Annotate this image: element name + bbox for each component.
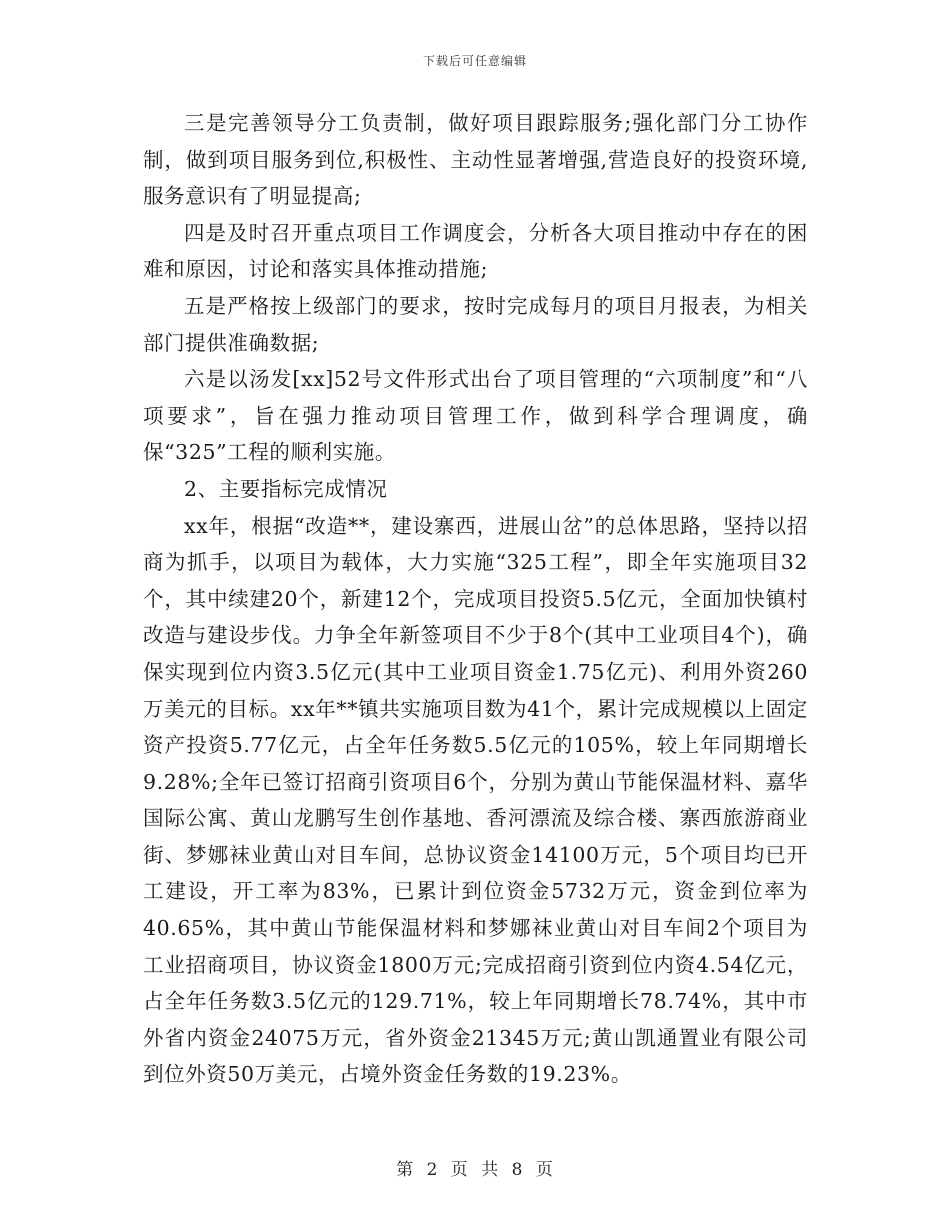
- paragraph-main-indicators: xx年，根据“改造**，建设寨西，进展山岔”的总体思路，坚持以招商为抓手，以项目为载体，大力实施“325工程”，即全年实施项目32个，其中续建20个，新建12个，完成项目投资5.5亿元，全面加快镇村改造与建设步伐。力争全年新签项目不少于8个(其中工业项目4个)，确保实现到位内资3.5亿元(其中工业项目资金1.75亿元)、利用外资260万美元的目标。xx年**镇共实施项目数为41个，累计完成规模以上固定资产投资5.77亿元，占全年任务数5.5亿元的105%，较上年同期增长9.28%;全年已签订招商引资项目6个，分别为黄山节能保温材料、嘉华国际公寓、黄山龙鹏写生创作基地、香河漂流及综合楼、寨西旅游商业街、梦娜袜业黄山对目车间，总协议资金14100万元，5个项目均已开工建设，开工率为83%，已累计到位资金5732万元，资金到位率为40.65%，其中黄山节能保温材料和梦娜袜业黄山对目车间2个项目为工业招商项目，协议资金1800万元;完成招商引资到位内资4.54亿元，占全年任务数3.5亿元的129.71%，较上年同期增长78.74%，其中市外省内资金24075万元，省外资金21345万元;黄山凯通置业有限公司到位外资50万美元，占境外资金任务数的19.23%。: [143, 513, 808, 1087]
- paragraph-item-5: 五是严格按上级部门的要求，按时完成每月的项目月报表，为相关部门提供准确数据;: [143, 293, 808, 355]
- paragraph-item-4: 四是及时召开重点项目工作调度会，分析各大项目推动中存在的困难和原因，讨论和落实具体推动措施;: [143, 220, 808, 282]
- document-body: [143, 105, 808, 1093]
- paragraph-item-6: 六是以汤发[xx]52号文件形式出台了项目管理的“六项制度”和“八项要求”，旨在强力推动项目管理工作，做到科学合理调度，确保“325”工程的顺利实施。: [143, 367, 808, 465]
- page-header: 下载后可任意编辑: [422, 54, 527, 68]
- section-heading: 2、主要指标完成情况: [184, 476, 388, 501]
- paragraph-item-3: 三是完善领导分工负责制，做好项目跟踪服务;强化部门分工协作制，做到项目服务到位,积极性、主动性显著增强,营造良好的投资环境,服务意识有了明显提高;: [143, 111, 808, 209]
- page-number: 第 2 页 共 8 页: [396, 1160, 554, 1180]
